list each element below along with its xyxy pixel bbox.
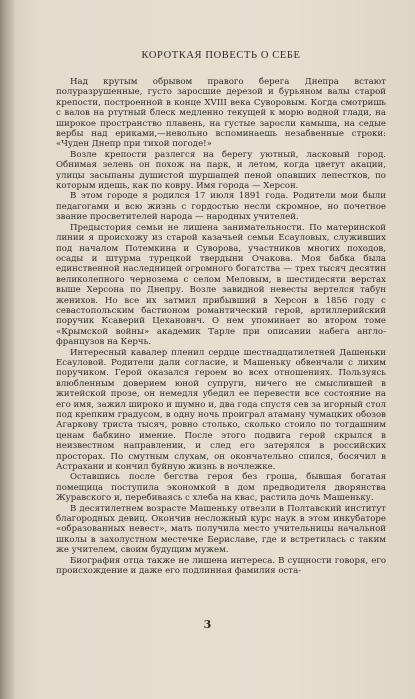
paragraph-4: Предыстория семьи не лишена занимательности. По материнской линии я происхожу из старой казачьей семьи Есауловых, служивших под началом Потемкина и Суворова, участников многих походов, осады и штурма турецкой твердыни Очакова. Моя бабка была единственной наследницей огромного богатства — трех тысяч десятин великолепного чернозема с селом Меловым, в шестидесяти верстах выше Херсона по Днепру. Возле завидной невесты вертелся табун женихов. Но все их затмил прибывший в Херсон в 1856 году с севастопольским бастионом романтический герой, артиллерийский поручик Ксаверий Цехановнч. О нем упоминает во втором томе «Крымской войны» академик Тарле при описании набега англо-французов на Керчь. (56, 222, 386, 348)
paragraph-3: В этом городе я родился 17 июля 1891 года. Родители мои были педагогами и всю жизнь с гордостью несли скромное, но почетное звание просветителей народа — народных учителей. (56, 191, 386, 223)
paragraph-7: В десятилетнем возрасте Машеньку отвезли в Полтавский институт благородных девиц. Окончив несложный курс наук в этом инкубаторе «образованных невест», мать получила место учительницы начальной школы в захолустном местечке Бериславе, где и встретилась с таким же учителем, своим будущим мужем. (56, 503, 386, 556)
paragraph-1: Над крутым обрывом правого берега Днепра встают полуразрушенные, густо заросшие дерезой и бурьяном валы старой крепости, построенной в конце XVIII века Суворовым. Когда смотришь с валов на ртутный блеск медленно текущей к морю водной глади, на широкое пространство плавень, на густые заросли камыша, на седые вербы над ериками,—невольно вспоминаешь незабвенные строки: «Чуден Днепр при тихой погоде!» (56, 77, 386, 150)
page-number: 3 (203, 618, 212, 631)
page-text-block (56, 50, 386, 577)
paragraph-8: Биография отца также не лишена интереса. В сущности говоря, его происхождение и даже его подлинная фамилия оста- (56, 555, 386, 577)
paragraph-5: Интересный кавалер пленил сердце шестнадцатилетней Дашеньки Есауловой. Родители дали согласие, и Машеньку обвенчали с лихим поручиком. Герой оказался героем во всех отношениях. Пользуясь влюбленным доверием юной супруги, ничего не смыслившей в житейской прозе, он немедля убедил ее перевести все состояние на его имя, зажил широко и шумно и, два года спустя сев за игорный стол под крепким градусом, в одну ночь проиграл атаману чумацких обозов Агаркову триста тысяч, ровно столько, сколько стоило по тогдашним ценам бабкино имение. После этого подвига герой скрылся в неизвестном направлении, и след его затерялся в российских просторах. По смутным слухам, он окончательно спился, босячил в Астрахани и кончил буйную жизнь в ночлежке. (56, 347, 386, 473)
paragraph-6: Оставшись после бегства героя без гроша, бывшая богатая помещица поступила экономкой в дом предводителя дворянства Журавского и, перебиваясь с хлеба на квас, растила дочь Машеньку. (56, 472, 386, 504)
chapter-title: КОРОТКАЯ ПОВЕСТЬ О СЕБЕ (141, 50, 301, 61)
book-gutter-shadow (0, 0, 16, 699)
paragraph-2: Возле крепости разлегся на берегу уютный, ласковый город. Обнимая зелень он похож на парк, и летом, когда цветут акации, улицы засыпаны душистой шуршащей пеной опавших лепестков, по которым идешь, как по ковру. Имя города — Херсон. (56, 149, 386, 192)
